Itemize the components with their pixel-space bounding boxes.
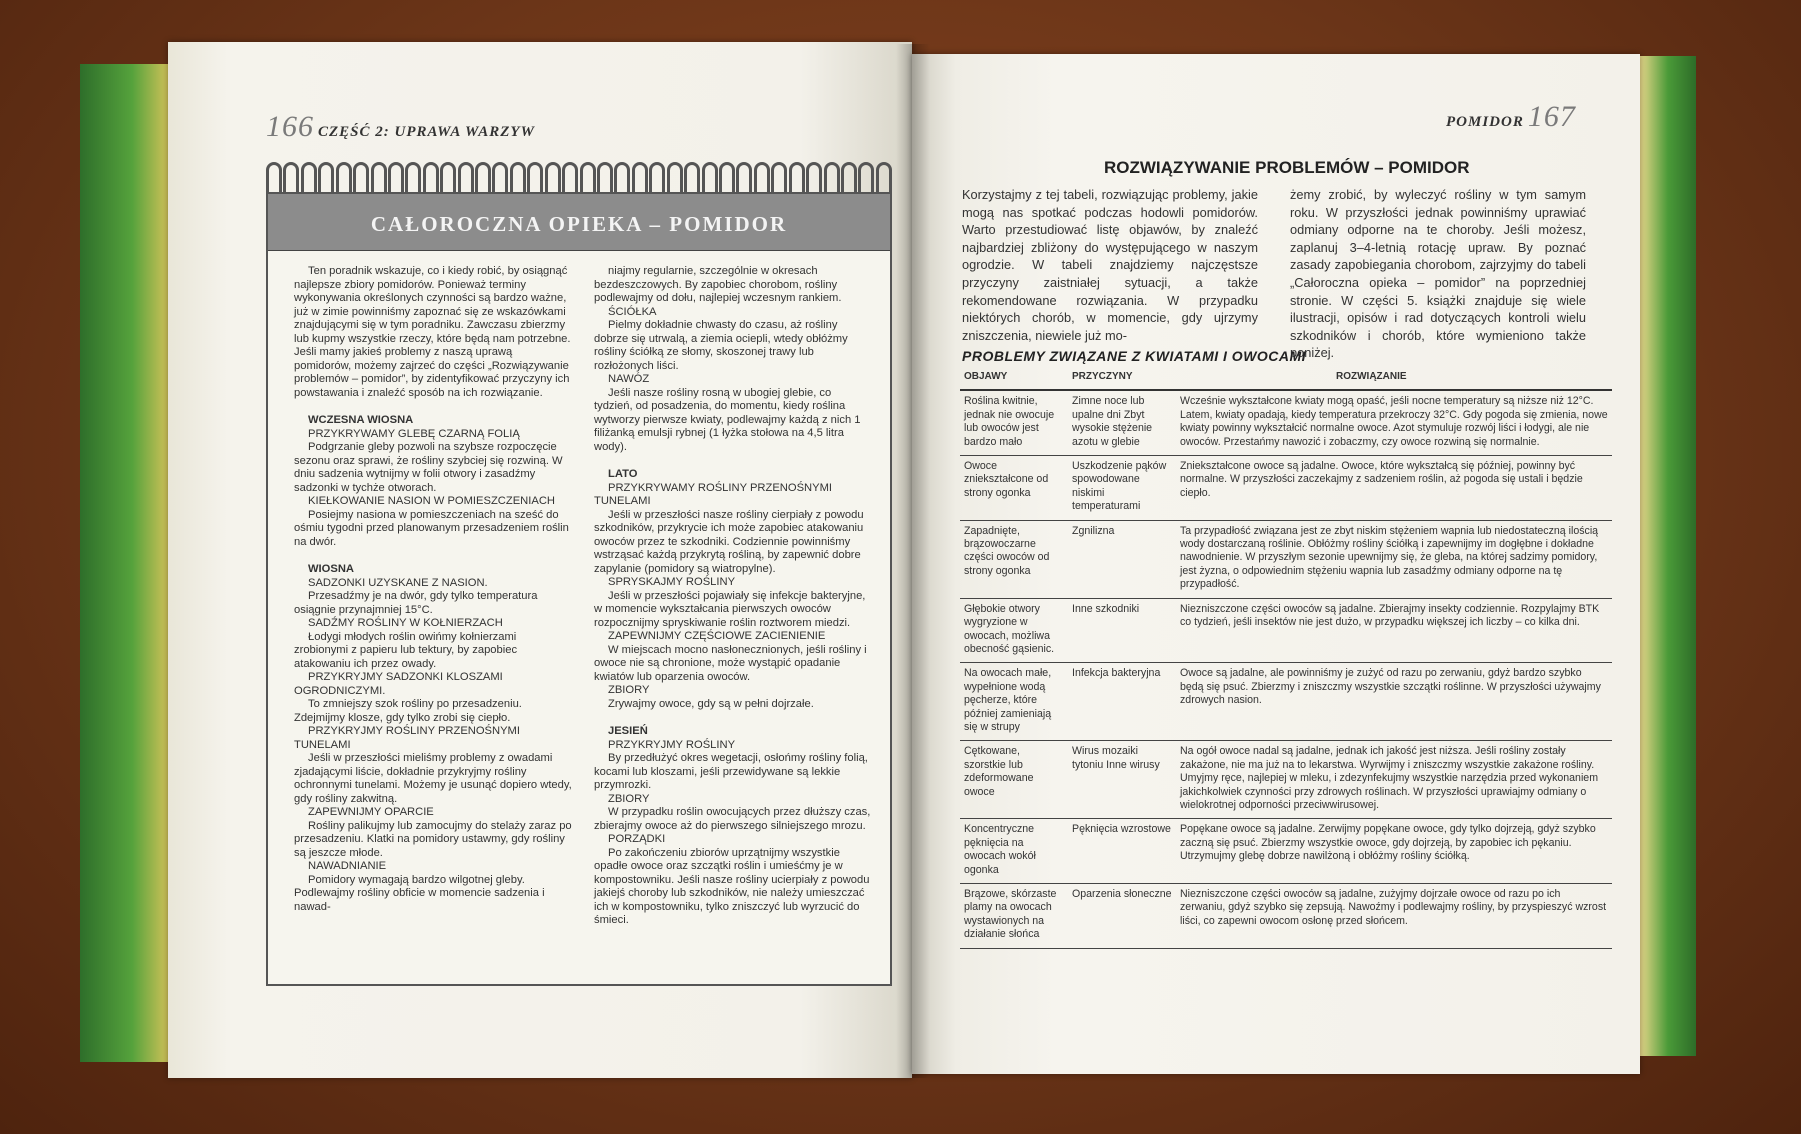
symptom-cell: Cętkowane, szorstkie lub zdeformowane owoce (960, 741, 1068, 819)
cause-cell: Wirus mozaiki tytoniu Inne wirusy (1068, 741, 1176, 819)
problems-table (960, 366, 1612, 949)
season-heading: LATO (608, 468, 638, 480)
task-heading: ZAPEWNIJMY OPARCIE (308, 806, 434, 818)
task-heading: SADŹMY ROŚLINY W KOŁNIERZACH (308, 617, 503, 629)
cause-cell: Uszkodzenie pąków spowodowane niskimi temperaturami (1068, 456, 1176, 521)
paragraph: Ten poradnik wskazuje, co i kiedy robić, by osiągnąć najlepsze zbiory pomidorów. Ponieważ terminy wykonywania określonych czynności są bardzo ważne, już w zimie powinniśmy zapoznać się ze wskazówkami znajdującymi się w tym poradniku. Zawczasu zbierzmy lub kupmy wszystkie rzeczy, które będą nam potrzebne. Jeśli mamy jakieś problemy z naszą uprawą pomidorów, możemy zajrzeć do części „Rozwiązywanie problemów – pomidor”, by zidentyfikować przyczyny ich powstawania i znaleźć sposób na ich rozwiązanie. (294, 265, 571, 399)
header-solution: ROZWIĄZANIE (1176, 366, 1612, 390)
cause-cell: Zimne noce lub upalne dni Zbyt wysokie stężenie azotu w glebie (1068, 390, 1176, 455)
task-heading: NAWADNIANIE (308, 860, 387, 872)
symptom-cell: Roślina kwitnie, jednak nie owocuje lub owoców jest bardzo mało (960, 390, 1068, 455)
solution-cell: Owoce są jadalne, ale powinniśmy je zużyć od razu po zerwaniu, gdyż bardzo szybko będą się psuć. Zbierzmy i zniszczmy wszystkie szczątki roślinne. W przyszłości używajmy zdrowych nasion. (1176, 663, 1612, 741)
task-heading: SADZONKI UZYSKANE Z NASION. (308, 576, 488, 589)
task-heading: SPRYSKAJMY ROŚLINY (608, 576, 736, 588)
right-page-header (1446, 100, 1576, 134)
task-heading: PRZYKRYWAMY ROŚLINY PRZENOŚNYMI TUNELAMI (594, 481, 833, 507)
cause-cell: Oparzenia słoneczne (1068, 884, 1176, 949)
task-heading: PRZYKRYJMY ROŚLINY (608, 738, 736, 751)
paragraph: Posiejmy nasiona w pomieszczeniach na sześć do ośmiu tygodni przed planowanym przesadzeniem roślin na dwór. (294, 508, 569, 548)
cause-cell: Inne szkodniki (1068, 598, 1176, 663)
table-row (960, 884, 1612, 949)
task-heading: PORZĄDKI (608, 833, 666, 845)
season-heading: WCZESNA WIOSNA (308, 414, 414, 426)
task-heading: ZBIORY (608, 684, 650, 696)
paragraph: To zmniejszy szok rośliny po przesadzeniu. Zdejmijmy klosze, gdy tylko zrobi się ciepło. (294, 698, 522, 724)
book-spine (896, 44, 930, 1078)
paragraph: Pomidory wymagają bardzo wilgotnej gleby. Podlewajmy rośliny obficie w momencie sadzenia i nawad- (294, 873, 545, 913)
symptom-cell: Głębokie otwory wygryzione w owocach, możliwa obecność gąsienic. (960, 598, 1068, 663)
left-page-header (266, 110, 535, 144)
paragraph: Jeśli w przeszłości pojawiały się infekcje bakteryjne, w momencie wykształcania pierwszych owoców rozpocznijmy spryskiwanie roślin roztworem miedzi. (594, 589, 866, 629)
left-header-text: CZĘŚĆ 2: UPRAWA WARZYW (318, 124, 535, 140)
cause-cell: Infekcja bakteryjna (1068, 663, 1176, 741)
paragraph: Zrywajmy owoce, gdy są w pełni dojrzałe. (608, 697, 814, 710)
table-row (960, 520, 1612, 598)
task-heading: ŚCIÓŁKA (608, 305, 657, 318)
solution-cell: Popękane owoce są jadalne. Zerwijmy popękane owoce, gdy tylko dojrzeją, gdyż szybko zaczną się psuć. Zbierzmy wszystkie owoce, gdy dojrzeją, by zapobiec ich pękaniu. Utrzymujmy glebę dobrze nawilżoną i obłóżmy rośliny ściółką. (1176, 819, 1612, 884)
table-row (960, 598, 1612, 663)
task-heading: PRZYKRYJMY ROŚLINY PRZENOŚNYMI TUNELAMI (294, 725, 520, 751)
paragraph: Rośliny palikujmy lub zamocujmy do stelaży zaraz po przesadzeniu. Klatki na pomidory ustawmy, gdy rośliny są jeszcze młode. (294, 819, 572, 859)
cause-cell: Zgnilizna (1068, 520, 1176, 598)
intro-column-1: Korzystajmy z tej tabeli, rozwiązując problemy, jakie mogą nas spotkać podczas hodowli pomidorów. Warto przestudiować listę objawów, by znaleźć najbardziej zbliżony do występującego w naszym ogrodzie. W tabeli znajdziemy najczęstsze przyczyny zaistniałej sytuacji, a także rekomendowane rozwiązania. W przypadku niektórych chorób, w momencie, gdy ujrzymy zniszczenia, niewiele już mo- (962, 187, 1258, 343)
symptom-cell: Brązowe, skórzaste plamy na owocach wystawionych na działanie słońca (960, 884, 1068, 949)
task-heading: PRZYKRYWAMY GLEBĘ CZARNĄ FOLIĄ (308, 427, 520, 440)
header-symptoms: OBJAWY (960, 366, 1068, 390)
table-row (960, 663, 1612, 741)
table-title: PROBLEMY ZWIĄZANE Z KWIATAMI I OWOCAMI (962, 348, 1307, 364)
paragraph: Przesadźmy je na dwór, gdy tylko temperatura osiągnie przynajmniej 15°C. (294, 590, 538, 616)
solution-cell: Na ogół owoce nadal są jadalne, jednak ich jakość jest niższa. Jeśli rośliny zostały zakażone, nie ma już na to lekarstwa. Wyrwijmy i zniszczmy wszystkie zakażone rośliny. Umyjmy ręce, najlepiej w mleku, i zdezynfekujmy wszystkie narzędzia przed wykonaniem jakichkolwiek czynności przy zdrowych roślinach. W przyszłości uprawiajmy odmiany o wielokrotnej odporności przeciwwirusowej. (1176, 741, 1612, 819)
solution-cell: Wcześnie wykształcone kwiaty mogą opaść, jeśli nocne temperatury są niższe niż 12°C. Latem, kwiaty opadają, kiedy temperatura przekroczy 32°C. Gdy pogoda się zmienia, nowe kwiaty powinny wykształcić normalne owoce. Azot stymuluje rozwój liści i łodygi, ale nie owoców. Przestańmy nawozić i zobaczmy, czy owoce rozwiną się normalnie. (1176, 390, 1612, 455)
paragraph: By przedłużyć okres wegetacji, osłońmy rośliny folią, kocami lub kloszami, jeśli przewidywane są lekkie przymrozki. (594, 752, 868, 791)
symptom-cell: Zapadnięte, brązowoczarne części owoców od strony ogonka (960, 520, 1068, 598)
left-page-number: 166 (266, 110, 314, 143)
symptom-cell: Owoce zniekształcone od strony ogonka (960, 456, 1068, 521)
right-page-title: ROZWIĄZYWANIE PROBLEMÓW – POMIDOR (1104, 158, 1470, 177)
table-row (960, 819, 1612, 884)
season-heading: WIOSNA (308, 563, 354, 575)
task-heading: KIEŁKOWANIE NASION W POMIESZCZENIACH (308, 495, 555, 507)
right-header-text: POMIDOR (1446, 114, 1524, 130)
box-column-1 (294, 265, 572, 928)
symptom-cell: Koncentryczne pęknięcia na owocach wokół ogonka (960, 819, 1068, 884)
yearly-care-box (266, 192, 892, 986)
solution-cell: Zniekształcone owoce są jadalne. Owoce, które wykształcą się później, powinny być normalne. W przyszłości zaczekajmy z sadzeniem roślin, aż pogoda się ustali i będzie ciepło. (1176, 456, 1612, 521)
task-heading: NAWÓZ (608, 373, 650, 385)
table-row (960, 456, 1612, 521)
symptom-cell: Na owocach małe, wypełnione wodą pęcherze, które później zamieniają się w strupy (960, 663, 1068, 741)
paragraph: W przypadku roślin owocujących przez dłuższy czas, zbierajmy owoce aż do pierwszego silniejszego mrozu. (594, 806, 871, 832)
paragraph: Jeśli w przeszłości nasze rośliny cierpiały z powodu szkodników, przykrycie ich może zapobiec atakowaniu owoców przez te szkodniki. Codziennie powinniśmy wstrząsać każdą przykrytą rośliną, by zapewnić dobre zapylanie (pomidory są wiatropylne). (594, 508, 864, 575)
paragraph: Pielmy dokładnie chwasty do czasu, aż rośliny dobrze się utrwalą, a ziemia ociepli, wtedy obłóżmy rośliny ściółką ze słomy, skoszonej trawy lub rozłożonych liści. (594, 319, 848, 372)
intro-column-2: żemy zrobić, by wyleczyć rośliny w tym samym roku. W przyszłości jednak powinniśmy uprawiać odmiany odporne na te choroby. Jeśli możesz, zaplanuj 3–4-letnią rotację upraw. By poznać zasady zapobiegania chorobom, zajrzyjmy do tabeli „Całoroczna opieka – pomidor” na poprzedniej stronie. W części 5. książki znajduje się wiele ilustracji, opisów i rad dotyczących kontroli wielu szkodników i chorób, które wymieniono także poniżej. (1290, 187, 1586, 361)
task-heading: ZBIORY (608, 792, 650, 805)
solution-cell: Ta przypadłość związana jest ze zbyt niskim stężeniem wapnia lub niedostateczną ilością wody dostarczaną roślinie. Obłóżmy rośliny ściółką i zapewnijmy im dogłębne i dokładne nawodnienie. W przyszłym sezonie upewnijmy się, że gleba, na której sadzimy pomidory, jest żyzna, o odpowiednim stężeniu wapnia lub zasadźmy odmiany odporne na tę przypadłość. (1176, 520, 1612, 598)
table-row (960, 741, 1612, 819)
header-causes: PRZYCZYNY (1068, 366, 1176, 390)
task-heading: ZAPEWNIJMY CZĘŚCIOWE ZACIENIENIE (608, 630, 826, 642)
task-heading: PRZYKRYJMY SADZONKI KLOSZAMI OGRODNICZYMI. (294, 671, 503, 697)
paragraph: W miejscach mocno nasłonecznionych, jeśli rośliny i owoce nie są chronione, może wystąpić opadanie kwiatów lub oparzenia owoców. (594, 643, 867, 683)
box-title: CAŁOROCZNA OPIEKA – POMIDOR (268, 194, 890, 251)
season-heading: JESIEŃ (608, 725, 648, 737)
cause-cell: Pęknięcia wzrostowe (1068, 819, 1176, 884)
right-page-number: 167 (1527, 100, 1576, 133)
solution-cell: Niezniszczone części owoców są jadalne. Zbierajmy insekty codziennie. Rozpylajmy BTK co tydzień, jeśli insektów nie jest dużo, w przypadku większej ich liczby – co kilka dni. (1176, 598, 1612, 663)
paragraph: niajmy regularnie, szczególnie w okresach bezdeszczowych. By zapobiec chorobom, rośliny podlewajmy od dołu, najlepiej wczesnym rankiem. (594, 265, 842, 304)
box-column-2 (594, 265, 872, 928)
paragraph: Jeśli w przeszłości mieliśmy problemy z owadami zjadającymi liście, dokładnie przykryjmy rośliny ochronnymi tunelami. Możemy je usunąć dopiero wtedy, gdy rośliny zakwitną. (294, 752, 572, 805)
book-cover-right (1640, 56, 1696, 1056)
solution-cell: Niezniszczone części owoców są jadalne, zużyjmy dojrzałe owoce od razu po ich zerwaniu, gdyż szybko się zepsują. Nawoźmy i podlewajmy rośliny, by przyspieszyć wzrost liści, co zapewni owocom osłonę przed słońcem. (1176, 884, 1612, 949)
paragraph: Jeśli nasze rośliny rosną w ubogiej glebie, co tydzień, od posadzenia, do momentu, kiedy roślina wytworzy pierwsze kwiaty, podlewajmy każdą z nich 1 filiżanką emulsji rybnej (1 łyżka stołowa na 4,5 litra wody). (594, 386, 861, 453)
paragraph: Łodygi młodych roślin owińmy kołnierzami zrobionymi z papieru lub tektury, by zapobiec atakowaniu ich przez owady. (294, 630, 518, 670)
paragraph: Podgrzanie gleby pozwoli na szybsze rozpoczęcie sezonu oraz sprawi, że rośliny szybciej się rozwiną. W dniu sadzenia wytnijmy w folii otwory i zasadźmy sadzonki w tychże otworach. (294, 441, 563, 494)
table-row (960, 390, 1612, 455)
paragraph: Po zakończeniu zbiorów uprzątnijmy wszystkie opadłe owoce oraz szczątki roślin i umieśćmy je w kompostowniku. Jeśli nasze rośliny ucierpiały z powodu jakiejś choroby lub szkodników, nie należy umieszczać ich w kompostowniku, tylko zniszczyć lub wyrzucić do śmieci. (594, 846, 870, 926)
